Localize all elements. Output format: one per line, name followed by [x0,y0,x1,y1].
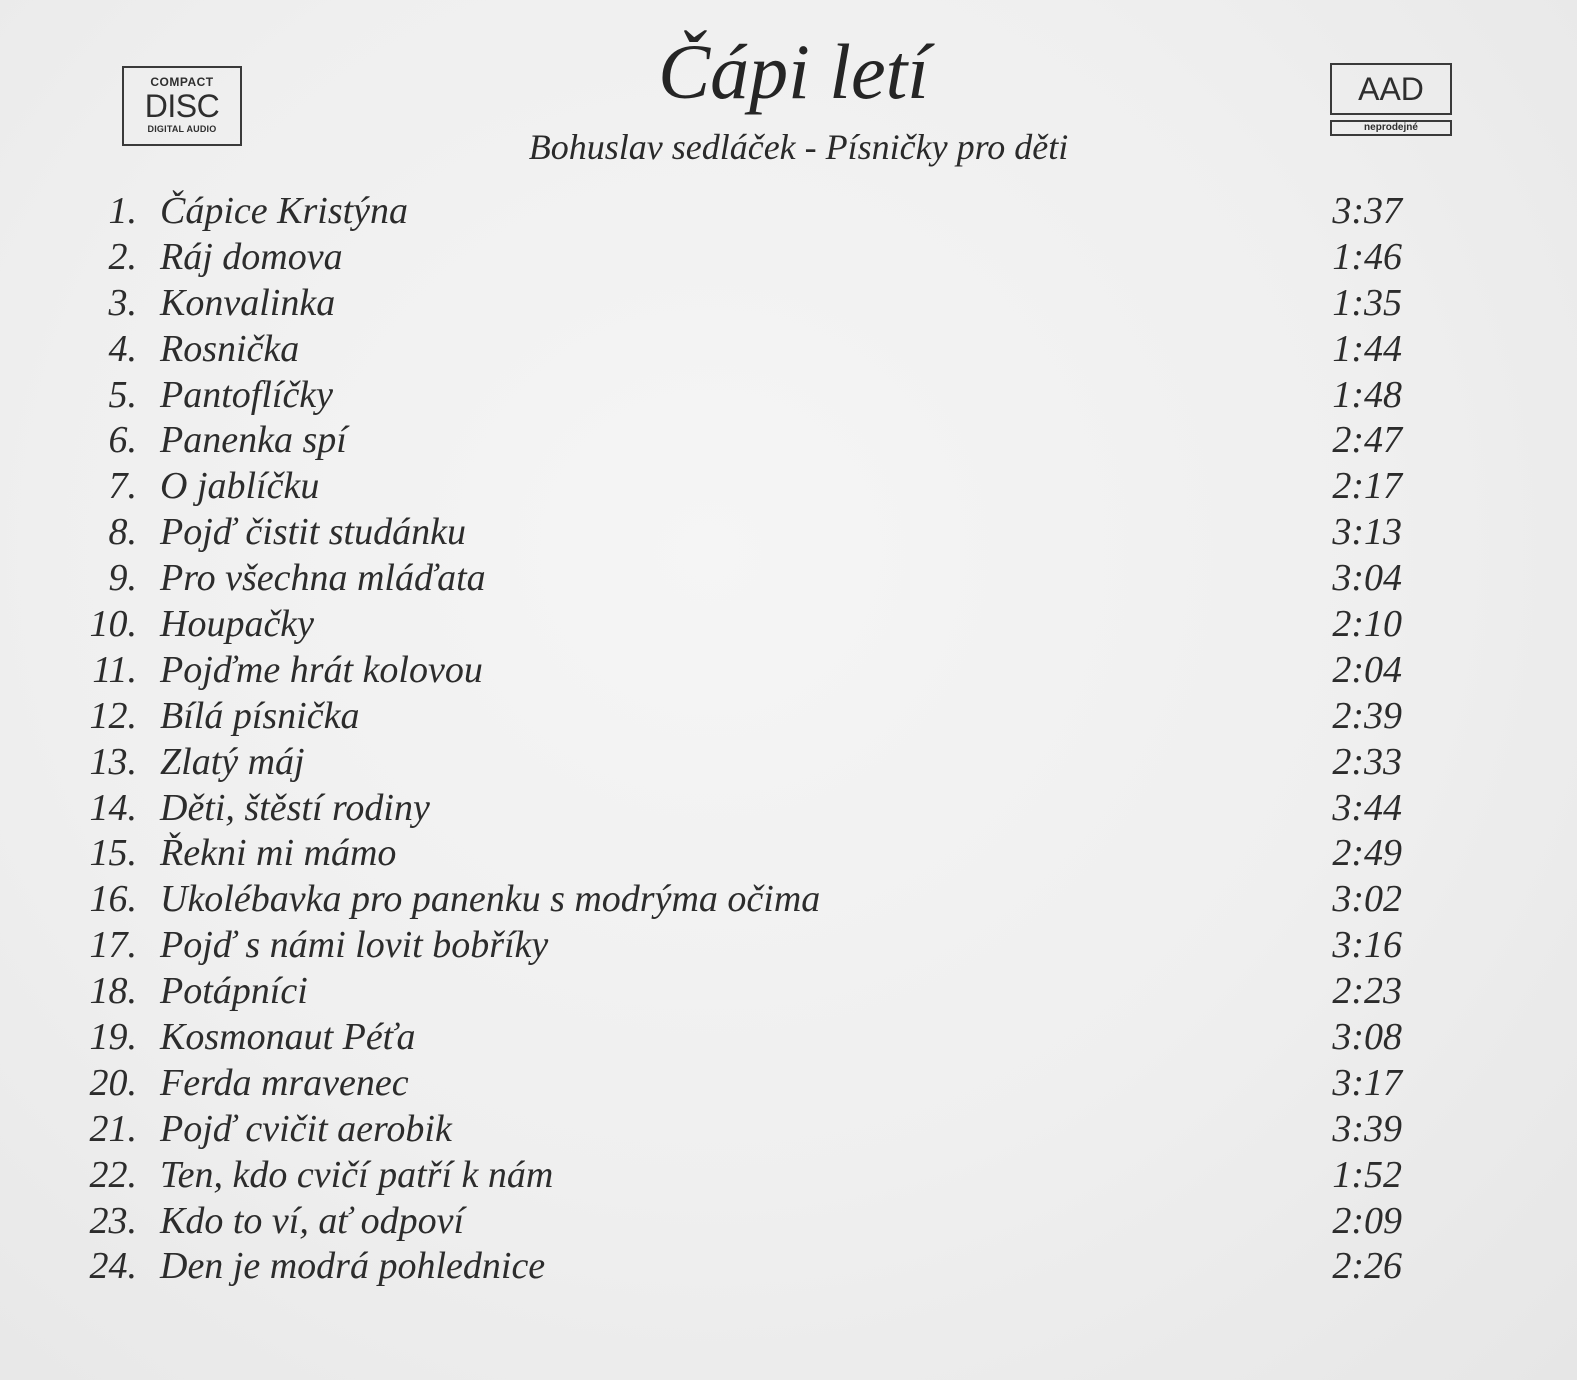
track-row [0,1106,1577,1152]
track-row [0,188,1577,234]
track-row [0,463,1577,509]
track-duration: 3:16 [1332,924,1402,967]
track-number: 16. [89,878,137,921]
track-title: Panenka spí [160,419,347,462]
cd-logo-line-disc: DISC [144,88,220,124]
track-duration: 1:52 [1332,1153,1402,1196]
track-title: Děti, štěstí rodiny [160,786,430,829]
track-title: Pojď s námi lovit bobříky [160,924,549,967]
track-duration: 3:13 [1332,511,1402,554]
track-row [0,830,1577,876]
track-row [0,785,1577,831]
track-number: 24. [89,1245,137,1288]
track-row [0,647,1577,693]
track-title: Pojďme hrát kolovou [160,648,483,691]
track-title: Ráj domova [160,235,343,278]
track-number: 8. [108,511,137,554]
track-number: 19. [89,1016,137,1059]
track-row [0,280,1577,326]
aad-not-for-sale-label: neprodejné [1330,120,1452,136]
track-row [0,601,1577,647]
album-subtitle: Bohuslav sedláček - Písničky pro děti [528,127,1069,167]
track-row [0,1060,1577,1106]
track-duration: 2:09 [1332,1199,1402,1242]
track-number: 23. [89,1199,137,1242]
track-title: Pojď čistit studánku [160,511,466,554]
cd-logo-line-compact: COMPACT [150,75,214,89]
track-number: 17. [89,924,137,967]
track-row [0,326,1577,372]
track-duration: 2:17 [1332,465,1402,508]
track-number: 21. [89,1107,137,1150]
track-duration: 2:04 [1332,648,1402,691]
track-title: Řekni mi mámo [160,832,397,875]
track-duration: 2:39 [1332,694,1402,737]
track-duration: 2:26 [1332,1245,1402,1288]
track-title: Ten, kdo cvičí patří k nám [160,1153,554,1196]
track-duration: 2:10 [1332,603,1402,646]
track-title: Zlatý máj [160,740,305,783]
track-number: 5. [108,373,137,416]
track-number: 10. [89,603,137,646]
track-duration: 1:46 [1332,235,1402,278]
track-number: 7. [108,465,137,508]
track-row [0,234,1577,280]
track-row [0,739,1577,785]
track-number: 15. [89,832,137,875]
track-number: 9. [108,557,137,600]
track-row [0,1198,1577,1244]
aad-badge [1330,63,1452,141]
track-duration: 2:33 [1332,740,1402,783]
track-title: Pojď cvičit aerobik [160,1107,452,1150]
track-number: 12. [89,694,137,737]
track-title: Houpačky [160,603,315,646]
track-list [0,188,1577,1289]
track-number: 4. [108,327,137,370]
track-title: Ukolébavka pro panenku s modrýma očima [160,878,821,921]
track-row [0,509,1577,555]
track-row [0,693,1577,739]
track-row [0,968,1577,1014]
track-title: O jablíčku [160,465,320,508]
track-title: Rosnička [160,327,300,370]
track-title: Pro všechna mláďata [160,557,486,600]
track-title: Čápice Kristýna [160,190,409,232]
track-title: Bílá písnička [160,694,360,737]
track-duration: 3:04 [1332,557,1402,600]
track-number: 3. [108,281,137,324]
track-duration: 3:17 [1332,1061,1402,1104]
track-title: Kosmonaut Péťa [160,1016,416,1059]
track-row [0,1243,1577,1289]
track-duration: 1:35 [1332,281,1402,324]
track-duration: 3:37 [1332,190,1402,232]
track-title: Pantoflíčky [160,373,334,416]
track-row [0,372,1577,418]
track-title: Kdo to ví, ať odpoví [160,1199,465,1242]
track-row [0,876,1577,922]
track-number: 13. [89,740,137,783]
track-number: 11. [92,648,137,691]
album-title: Čápi letí [658,28,929,115]
track-number: 14. [89,786,137,829]
track-duration: 1:44 [1332,327,1402,370]
track-row [0,1014,1577,1060]
track-row [0,1152,1577,1198]
track-row [0,555,1577,601]
track-title: Potápníci [160,970,308,1013]
track-title: Ferda mravenec [160,1061,409,1104]
aad-code: AAD [1330,63,1452,115]
track-duration: 2:23 [1332,970,1402,1013]
track-row [0,922,1577,968]
track-duration: 2:47 [1332,419,1402,462]
track-duration: 3:39 [1332,1107,1402,1150]
track-duration: 1:48 [1332,373,1402,416]
track-duration: 3:02 [1332,878,1402,921]
track-title: Den je modrá pohlednice [160,1245,546,1288]
track-duration: 3:08 [1332,1016,1402,1059]
track-number: 20. [89,1061,137,1104]
track-number: 22. [89,1153,137,1196]
track-duration: 2:49 [1332,832,1402,875]
track-number: 1. [108,190,137,232]
track-title: Konvalinka [160,281,336,324]
track-number: 2. [108,235,137,278]
track-row [0,417,1577,463]
track-number: 6. [108,419,137,462]
cd-logo-line-digital-audio: DIGITAL AUDIO [147,124,217,134]
track-number: 18. [89,970,137,1013]
track-duration: 3:44 [1332,786,1402,829]
